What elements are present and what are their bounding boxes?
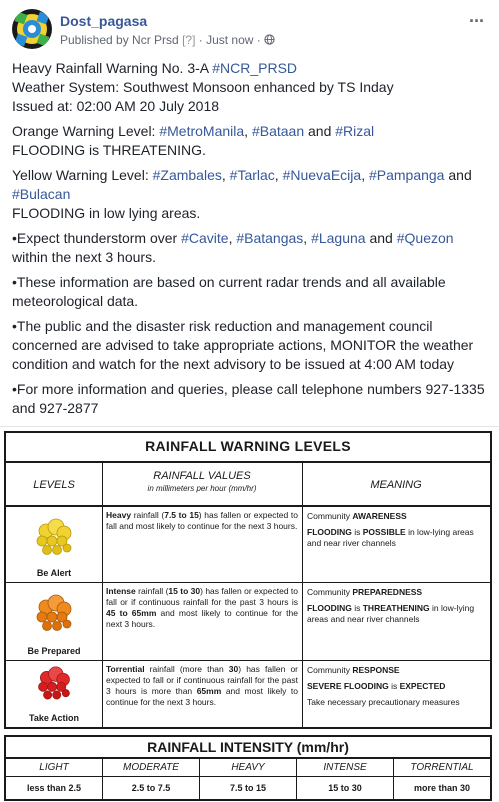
yellow-label: Yellow Warning Level: — [12, 167, 153, 183]
intensity-header: INTENSE — [297, 759, 393, 777]
meta-separator: · — [198, 33, 203, 47]
header-meaning-label: MEANING — [370, 479, 422, 491]
intensity-value: 2.5 to 7.5 — [131, 783, 171, 793]
hashtag-link[interactable]: #Quezon — [396, 230, 454, 246]
level-cell — [6, 583, 102, 660]
orange-label: Orange Warning Level: — [12, 123, 160, 139]
hashtag-link[interactable]: #Zambales — [152, 167, 222, 183]
intensity-column — [6, 759, 103, 799]
intensity-column — [297, 759, 394, 799]
paragraph-radar: •These information are based on current radar trends and all available meteorological data. — [12, 274, 446, 309]
rain-cloud-icon — [32, 665, 76, 705]
table-title: RAINFALL WARNING LEVELS — [145, 438, 351, 454]
hashtag-link[interactable]: #Batangas — [236, 230, 304, 246]
hashtag-link[interactable]: #MetroManila — [159, 123, 245, 139]
separator: and — [444, 167, 472, 183]
paragraph-yellow — [12, 166, 490, 223]
header-levels — [6, 463, 102, 507]
separator: , — [303, 230, 312, 246]
header-meaning — [302, 463, 490, 507]
intensity-header: LIGHT — [6, 759, 102, 777]
globe-icon[interactable] — [264, 34, 275, 45]
header-values-label: RAINFALL VALUES — [153, 470, 251, 482]
paragraph-thunderstorm — [12, 229, 490, 267]
hashtag-link[interactable]: #Bataan — [251, 123, 305, 139]
level-cell — [6, 661, 102, 727]
yellow-status: FLOODING in low lying areas. — [12, 205, 201, 221]
pagasa-logo-icon — [12, 9, 52, 49]
paragraph-advice: •The public and the disaster risk reduction and management council concerned are advised to take appropriate actions, MONITOR the weather condition and watch for the next advisory to be issued at 4:00 AM today — [12, 318, 474, 372]
intensity-column — [103, 759, 200, 799]
paragraph-header — [12, 59, 490, 116]
intensity-header: HEAVY — [200, 759, 296, 777]
meaning-cell: Community AWARENESS FLOODING is POSSIBLE in low-lying areas and near river channels — [307, 511, 474, 548]
header-values — [102, 463, 302, 507]
meaning-advice: Take necessary precautionary measures — [307, 697, 460, 707]
hashtag-link[interactable]: #Bulacan — [12, 186, 71, 202]
header-levels-label: LEVELS — [33, 479, 75, 491]
separator: , — [244, 123, 252, 139]
orange-status: FLOODING is THREATENING. — [12, 142, 206, 158]
intensity-value: 7.5 to 15 — [229, 783, 267, 793]
intensity-header: MODERATE — [103, 759, 199, 777]
weather-system: Weather System: Southwest Monsoon enhanced by TS Inday — [12, 79, 394, 95]
hashtag-link[interactable]: #Laguna — [311, 230, 366, 246]
table-row — [6, 507, 490, 583]
hashtag-link[interactable]: #NuevaEcija — [282, 167, 362, 183]
post-text — [12, 59, 490, 424]
warning-title: Heavy Rainfall Warning No. 3-A — [12, 60, 213, 76]
meaning-cell: Community PREPAREDNESS FLOODING is THREATHENING in low-lying areas and near river channels — [307, 587, 475, 624]
avatar[interactable] — [12, 9, 52, 49]
hashtag-link[interactable]: #Tarlac — [229, 167, 275, 183]
header-values-sub: in millimeters per hour (mm/hr) — [147, 484, 257, 493]
rainfall-warning-table — [4, 431, 492, 729]
level-label: Take Action — [28, 713, 79, 723]
page-name-link[interactable]: Dost_pagasa — [60, 13, 148, 29]
post-header — [12, 9, 488, 49]
hashtag-link[interactable]: #Pampanga — [368, 167, 445, 183]
separator: , — [274, 167, 283, 183]
level-cell — [6, 507, 102, 582]
intensity-column — [394, 759, 490, 799]
intensity-value: less than 2.5 — [26, 783, 82, 793]
rain-cloud-icon — [32, 517, 76, 561]
separator: , — [228, 230, 237, 246]
hashtag-link[interactable]: #NCR_PRSD — [212, 60, 298, 76]
paragraph-orange — [12, 122, 490, 160]
issued-at: Issued at: 02:00 AM 20 July 2018 — [12, 98, 220, 114]
separator: and — [365, 230, 397, 246]
separator: and — [304, 123, 336, 139]
table-row — [6, 661, 490, 727]
rainfall-intensity-table — [4, 735, 492, 801]
hashtag-link[interactable]: #Rizal — [335, 123, 375, 139]
help-marker[interactable]: [?] — [182, 33, 196, 47]
table-header — [6, 461, 490, 507]
intensity-value: 15 to 30 — [328, 783, 362, 793]
thunder-label: •Expect thunderstorm over — [12, 230, 182, 246]
thunder-suffix: within the next 3 hours. — [12, 249, 156, 265]
separator: , — [361, 167, 369, 183]
separator: , — [221, 167, 230, 183]
timestamp-link[interactable]: Just now — [206, 33, 254, 47]
paragraph-contact: •For more information and queries, please call telephone numbers 927-1335 and 927-2877 — [12, 381, 485, 416]
hashtag-link[interactable]: #Cavite — [181, 230, 229, 246]
more-options-button[interactable]: ··· — [469, 11, 484, 31]
intensity-column — [200, 759, 297, 799]
rainfall-value-cell: Torrential rainfall (more than 30) has fallen or expected to fall or if continuous rainfall for the past 3 hours is more than 65mm and most likely to continue for the next 3 hours. — [106, 664, 299, 707]
level-label: Be Alert — [36, 568, 72, 578]
attached-image[interactable] — [0, 426, 499, 802]
meta-separator: · — [256, 33, 261, 47]
rain-cloud-icon — [32, 593, 76, 637]
published-by[interactable]: Published by Ncr Prsd — [60, 33, 179, 47]
rainfall-value-cell: Intense rainfall (15 to 30) has fallen or expected to fall or if continuous rainfall for the past 3 hours is 45 to 65mm and most likely to continue for the next 3 hours. — [106, 586, 299, 629]
rainfall-value-cell: Heavy rainfall (7.5 to 15) has fallen or expected to fall and most likely to continue for the next 3 hours. — [106, 510, 298, 531]
intensity-value: more than 30 — [413, 783, 471, 793]
table-title: RAINFALL INTENSITY (mm/hr) — [6, 737, 490, 759]
intensity-header: TORRENTIAL — [394, 759, 490, 777]
post-meta — [60, 33, 275, 47]
meaning-cell: Community RESPONSE SEVERE FLOODING is EXPECTED Take necessary precautionary measures — [307, 665, 489, 708]
level-label: Be Prepared — [27, 646, 81, 656]
table-row — [6, 583, 490, 661]
